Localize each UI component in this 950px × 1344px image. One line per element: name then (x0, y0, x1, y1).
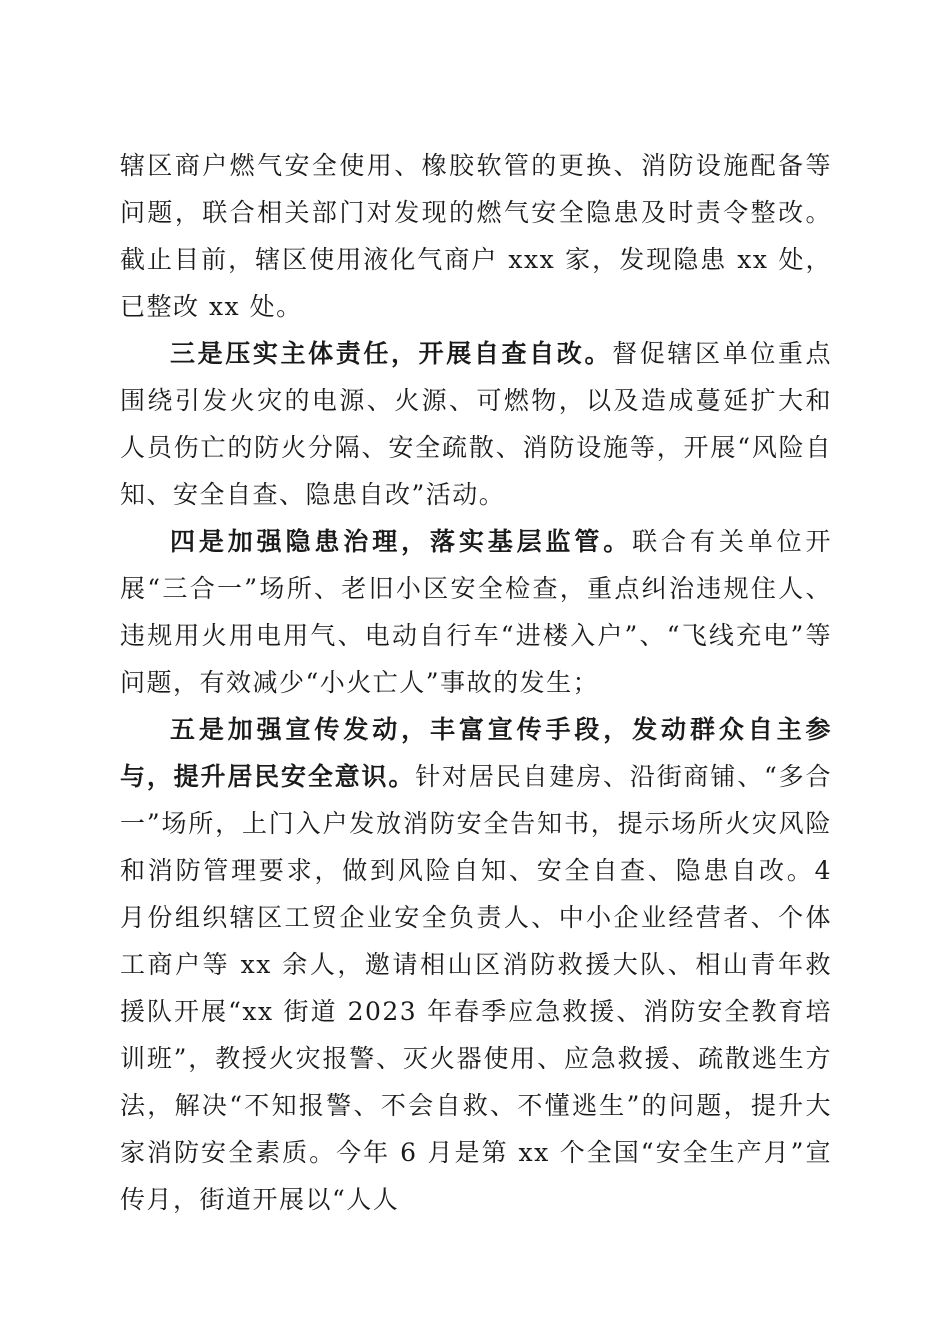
paragraph-point-five (120, 706, 832, 1223)
paragraph-gas-safety (120, 142, 832, 330)
paragraph-point-three (120, 330, 832, 518)
paragraph-lead: 四是加强隐患治理，落实基层监管。 (170, 527, 633, 556)
paragraph-text: 督促辖区单位重点围绕引发火灾的电源、火源、可燃物，以及造成蔓延扩大和人员伤亡的防火分隔、安全疏散、消防设施等，开展“风险自知、安全自查、隐患自改”活动。 (120, 339, 832, 509)
paragraph-text: 联合有关单位开展“三合一”场所、老旧小区安全检查，重点纠治违规住人、违规用火用电用气、电动自行车“进楼入户”、“飞线充电”等问题，有效减少“小火亡人”事故的发生； (120, 527, 832, 697)
paragraph-lead: 五是加强宣传发动，丰富宣传手段，发动群众自主参与，提升居民安全意识。 (120, 715, 832, 791)
paragraph-text: 辖区商户燃气安全使用、橡胶软管的更换、消防设施配备等问题，联合相关部门对发现的燃气安全隐患及时责令整改。截止目前，辖区使用液化气商户 xxx 家，发现隐患 xx 处，已整改 xx 处。 (120, 151, 832, 321)
paragraph-point-four (120, 518, 832, 706)
document-body (120, 142, 832, 1223)
paragraph-text: 针对居民自建房、沿街商铺、“多合一”场所，上门入户发放消防安全告知书，提示场所火灾风险和消防管理要求，做到风险自知、安全自查、隐患自改。4 月份组织辖区工贸企业安全负责人、中小企业经营者、个体工商户等 xx 余人，邀请相山区消防救援大队、相山青年救援队开展“xx 街道 2023 年春季应急救援、消防安全教育培训班”，教授火灾报警、灭火器使用、应急救援、疏散逃生方法，解决“不知报警、不会自救、不懂逃生”的问题，提升大家消防安全素质。今年 6 月是第 xx 个全国“安全生产月”宣传月，街道开展以“人人 (120, 762, 832, 1214)
paragraph-lead: 三是压实主体责任，开展自查自改。 (170, 339, 613, 368)
